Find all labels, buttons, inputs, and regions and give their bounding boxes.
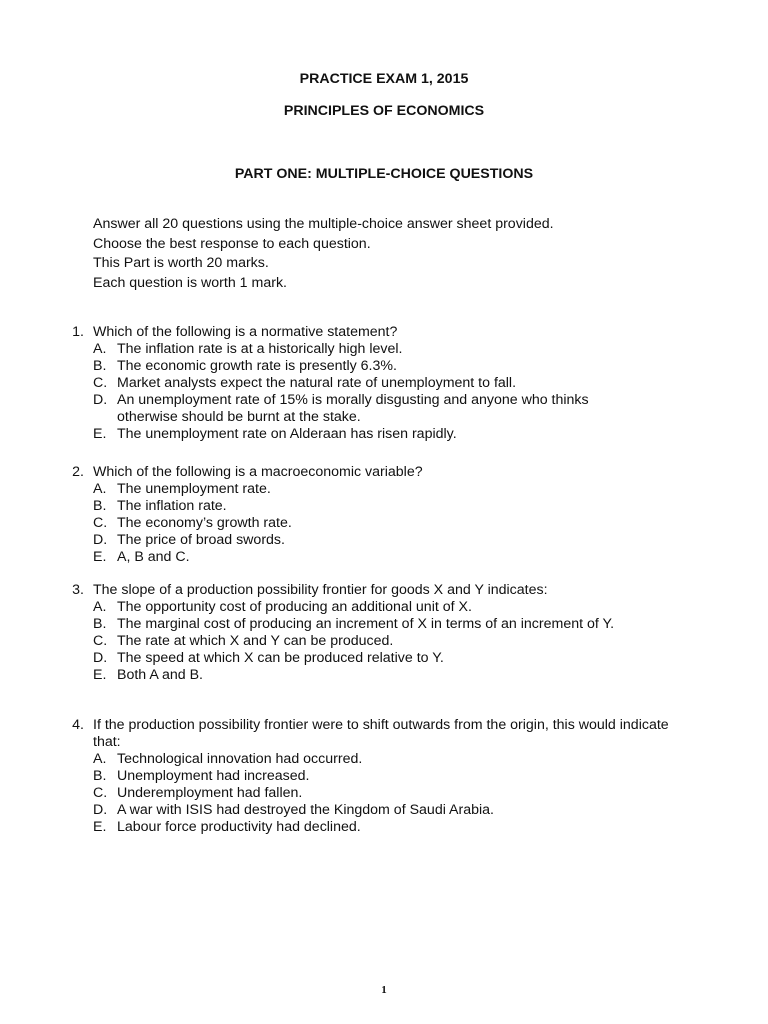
option-letter: E.: [93, 819, 107, 835]
question-stem: The slope of a production possibility frontier for goods X and Y indicates:: [93, 582, 548, 598]
option-letter: C.: [93, 375, 108, 391]
option-a: [93, 599, 673, 616]
option-text: Technological innovation had occurred.: [117, 751, 363, 767]
option-text: Both A and B.: [117, 667, 203, 683]
option-letter: B.: [93, 358, 107, 374]
option-letter: A.: [93, 341, 107, 357]
part-title: PART ONE: MULTIPLE-CHOICE QUESTIONS: [234, 166, 534, 182]
option-letter: A.: [93, 599, 107, 615]
option-letter: D.: [93, 802, 108, 818]
option-text: Unemployment had increased.: [117, 768, 310, 784]
option-text: The unemployment rate.: [117, 481, 271, 497]
option-d: [93, 802, 673, 819]
option-e: [93, 667, 673, 684]
option-text: A, B and C.: [117, 549, 190, 565]
option-e: [93, 819, 673, 836]
option-letter: B.: [93, 768, 107, 784]
option-c: [93, 375, 673, 392]
question-stem: Which of the following is a normative statement?: [93, 324, 398, 340]
option-letter: A.: [93, 481, 107, 497]
option-a: [93, 341, 673, 358]
question-number: 1.: [72, 324, 84, 340]
question-stem: Which of the following is a macroeconomic variable?: [93, 464, 423, 480]
exam-title: PRACTICE EXAM 1, 2015: [299, 71, 469, 87]
option-text: The rate at which X and Y can be produced.: [117, 633, 394, 649]
instruction-line: Choose the best response to each question.: [93, 235, 371, 252]
option-letter: E.: [93, 667, 107, 683]
instruction-line: Answer all 20 questions using the multiple-choice answer sheet provided.: [93, 216, 554, 232]
option-c: [93, 785, 673, 802]
option-letter: C.: [93, 515, 108, 531]
option-text: The economy’s growth rate.: [117, 515, 292, 531]
option-text: The inflation rate.: [117, 498, 227, 514]
course-title: PRINCIPLES OF ECONOMICS: [283, 103, 485, 119]
option-text: The price of broad swords.: [117, 532, 285, 548]
instruction-line: This Part is worth 20 marks.: [93, 255, 269, 271]
option-letter: B.: [93, 616, 107, 632]
option-a: [93, 751, 673, 768]
question-number: 3.: [72, 582, 84, 598]
option-d: [93, 392, 673, 426]
option-letter: E.: [93, 549, 107, 565]
option-text: An unemployment rate of 15% is morally disgusting and anyone who thinks otherwise should be burnt at the stake.: [117, 392, 589, 425]
instruction-line: Each question is worth 1 mark.: [93, 274, 287, 291]
option-text: Labour force productivity had declined.: [117, 819, 361, 835]
question-number: 2.: [72, 464, 84, 480]
question-number: 4.: [72, 717, 84, 733]
option-list: [93, 341, 673, 443]
option-d: [93, 532, 673, 549]
option-b: [93, 616, 673, 633]
option-text: The unemployment rate on Alderaan has risen rapidly.: [117, 426, 457, 442]
option-e: [93, 549, 673, 566]
option-text: The opportunity cost of producing an additional unit of X.: [117, 599, 472, 615]
option-text: The inflation rate is at a historically high level.: [117, 341, 403, 357]
option-letter: C.: [93, 785, 108, 801]
option-c: [93, 515, 673, 532]
option-e: [93, 426, 673, 443]
option-text: The marginal cost of producing an increment of X in terms of an increment of Y.: [117, 616, 615, 632]
option-d: [93, 650, 673, 667]
option-c: [93, 633, 673, 650]
option-letter: D.: [93, 650, 108, 666]
option-text: A war with ISIS had destroyed the Kingdom of Saudi Arabia.: [117, 802, 494, 818]
option-letter: B.: [93, 498, 107, 514]
option-a: [93, 481, 673, 498]
option-text: Market analysts expect the natural rate of unemployment to fall.: [117, 375, 517, 391]
option-letter: A.: [93, 751, 107, 767]
option-letter: D.: [93, 392, 108, 408]
option-b: [93, 358, 673, 375]
option-letter: C.: [93, 633, 108, 649]
option-b: [93, 768, 673, 785]
option-text: Underemployment had fallen.: [117, 785, 303, 801]
instructions: [93, 216, 554, 294]
option-list: [93, 599, 673, 684]
question-stem: If the production possibility frontier were to shift outwards from the origin, this would indicate that:: [93, 717, 669, 750]
option-list: [93, 751, 673, 836]
option-text: The economic growth rate is presently 6.3%.: [117, 358, 397, 374]
option-letter: E.: [93, 426, 107, 442]
option-letter: D.: [93, 532, 108, 548]
option-list: [93, 481, 673, 566]
page-number: 1: [381, 984, 387, 996]
option-text: The speed at which X can be produced relative to Y.: [117, 650, 444, 666]
option-b: [93, 498, 673, 515]
